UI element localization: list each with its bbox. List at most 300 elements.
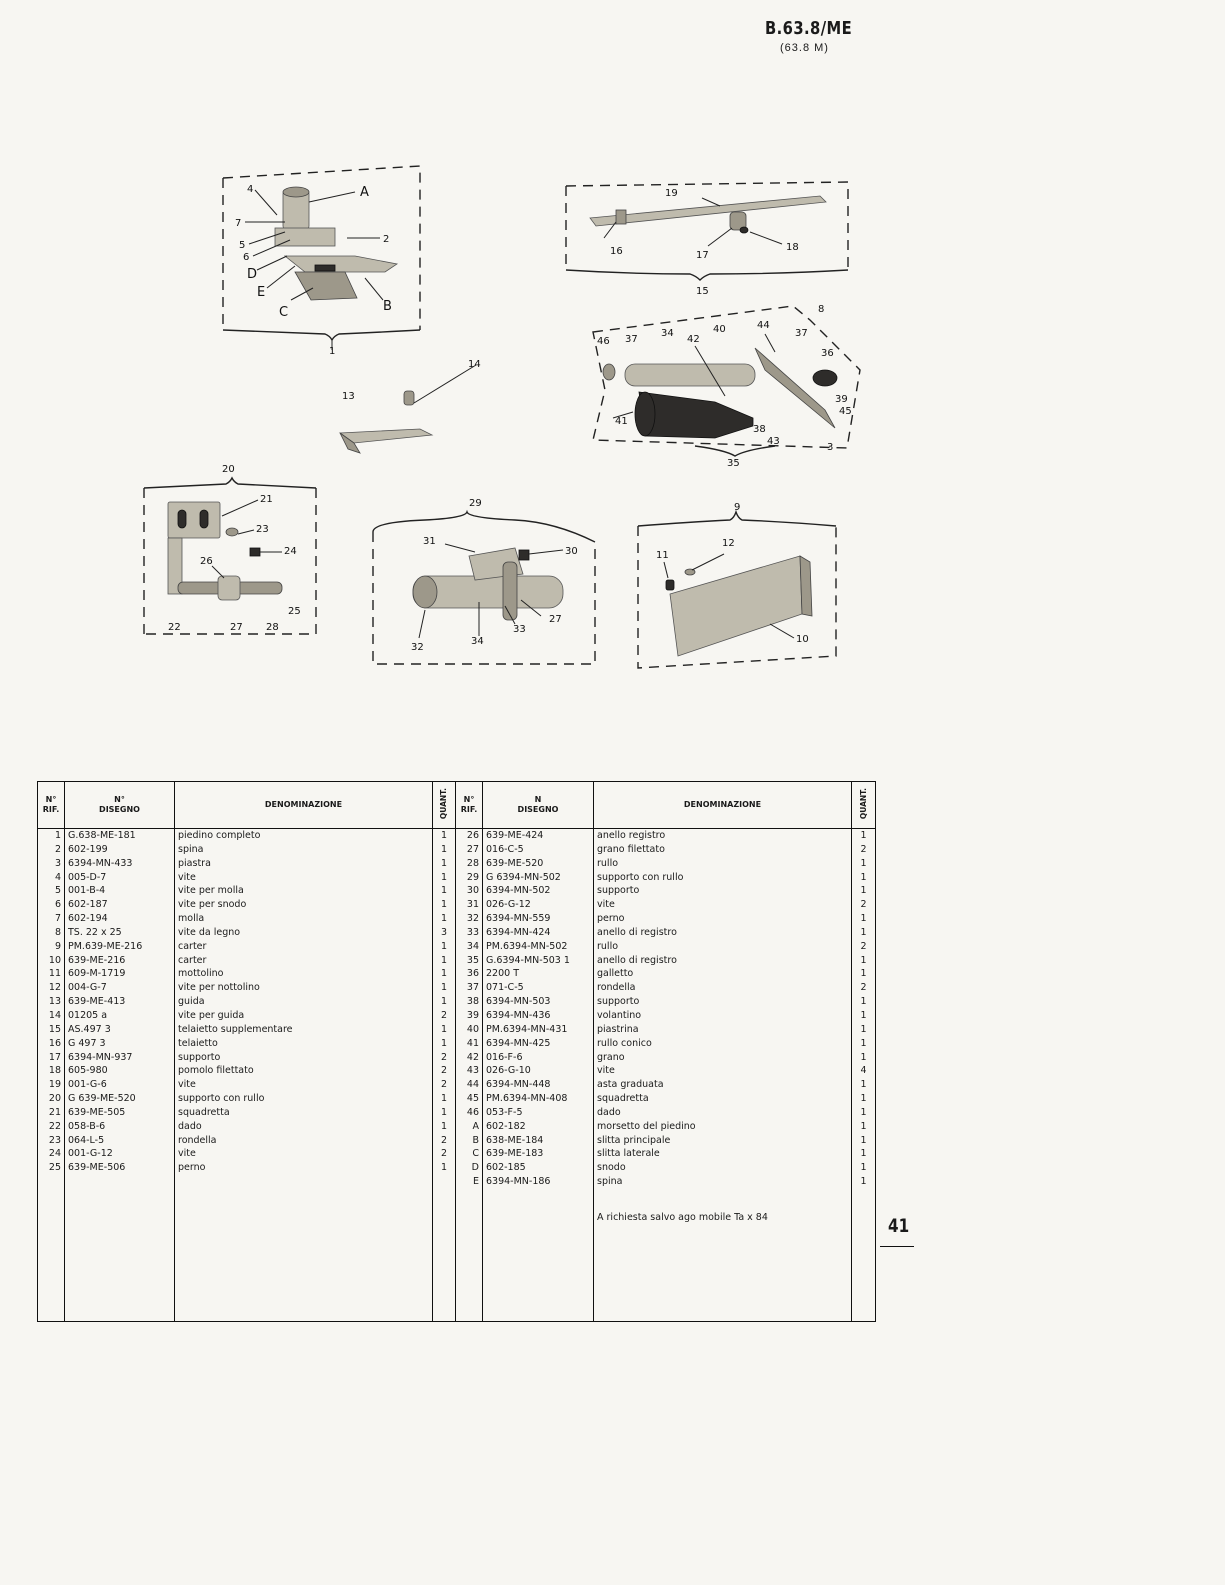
header-quant-2: QUANT.	[852, 782, 876, 829]
cell-disegno: 639-ME-216	[65, 954, 175, 968]
cell-denominazione: grano filettato	[594, 843, 852, 857]
figure-carter	[630, 498, 845, 673]
table-body	[38, 829, 876, 1322]
cell-disegno: G 497 3	[65, 1037, 175, 1051]
cell-rif: 32	[456, 912, 483, 926]
cell-denominazione: carter	[175, 940, 433, 954]
header-disegno-2: N DISEGNO	[483, 782, 594, 829]
cell-rif: 6	[38, 898, 65, 912]
table-row	[38, 829, 876, 843]
document-code: B.63.8/ME	[765, 18, 853, 39]
cell-quantity: 1	[852, 954, 876, 968]
cell-rif: 12	[38, 981, 65, 995]
table-row	[38, 912, 876, 926]
table-row	[38, 1175, 876, 1189]
cell-rif: 31	[456, 898, 483, 912]
cell-denominazione: vite	[175, 871, 433, 885]
label-24: 24	[284, 546, 297, 557]
header-rif-2: N° RIF.	[456, 782, 483, 829]
cell-disegno: 016-F-6	[483, 1051, 594, 1065]
cell-denominazione: morsetto del piedino	[594, 1120, 852, 1134]
label-36: 36	[821, 348, 834, 359]
label-37b: 37	[795, 328, 808, 339]
cell-denominazione	[175, 1189, 433, 1322]
cell-denominazione: pomolo filettato	[175, 1064, 433, 1078]
cell-rif: 4	[38, 871, 65, 885]
cell-quantity: 1	[433, 954, 456, 968]
cell-disegno: 605-980	[65, 1064, 175, 1078]
cell-denominazione: supporto con rullo	[594, 871, 852, 885]
cell-disegno: 001-G-12	[65, 1147, 175, 1161]
cell-quantity: 2	[433, 1051, 456, 1065]
cell-disegno: 602-199	[65, 843, 175, 857]
label-7: 7	[235, 218, 242, 229]
label-11: 11	[656, 550, 669, 561]
cell-rif: 10	[38, 954, 65, 968]
cell-denominazione: snodo	[594, 1161, 852, 1175]
cell-denominazione: supporto	[175, 1051, 433, 1065]
cell-denominazione: guida	[175, 995, 433, 1009]
table-row	[38, 1189, 876, 1322]
cell-disegno: TS. 22 x 25	[65, 926, 175, 940]
cell-denominazione: spina	[175, 843, 433, 857]
cell-denominazione: vite da legno	[175, 926, 433, 940]
cell-quantity	[852, 1189, 876, 1322]
label-25: 25	[288, 606, 301, 617]
cell-denominazione: vite per guida	[175, 1009, 433, 1023]
cell-disegno: 6394-MN-502	[483, 884, 594, 898]
cell-rif: 40	[456, 1023, 483, 1037]
cell-rif: 9	[38, 940, 65, 954]
label-41: 41	[615, 416, 628, 427]
cell-quantity: 1	[433, 940, 456, 954]
cell-rif: 11	[38, 967, 65, 981]
cell-disegno: 6394-MN-559	[483, 912, 594, 926]
cell-quantity: 2	[433, 1078, 456, 1092]
label-10: 10	[796, 634, 809, 645]
cell-denominazione: squadretta	[175, 1106, 433, 1120]
cell-quantity: 1	[852, 871, 876, 885]
label-5: 5	[239, 240, 246, 251]
cell-quantity: 1	[433, 1037, 456, 1051]
label-19: 19	[665, 188, 678, 199]
cell-rif: 39	[456, 1009, 483, 1023]
cell-denominazione: vite per snodo	[175, 898, 433, 912]
cell-rif: 30	[456, 884, 483, 898]
table-row	[38, 940, 876, 954]
figure-frame	[560, 178, 855, 298]
cell-rif	[38, 1175, 65, 1189]
table-row	[38, 981, 876, 995]
cell-denominazione: supporto	[594, 884, 852, 898]
cell-quantity: 1	[433, 967, 456, 981]
cell-disegno: 053-F-5	[483, 1106, 594, 1120]
cell-quantity: 1	[433, 981, 456, 995]
cell-denominazione: supporto	[594, 995, 852, 1009]
table-row	[38, 1037, 876, 1051]
label-28: 28	[266, 622, 279, 633]
cell-disegno: 609-M-1719	[65, 967, 175, 981]
cell-quantity: 1	[433, 912, 456, 926]
cell-denominazione: molla	[175, 912, 433, 926]
cell-quantity: 1	[433, 898, 456, 912]
cell-denominazione: vite	[175, 1078, 433, 1092]
cell-denominazione: anello di registro	[594, 954, 852, 968]
cell-rif: A	[456, 1120, 483, 1134]
cell-rif: 1	[38, 829, 65, 843]
cell-disegno: 058-B-6	[65, 1120, 175, 1134]
table-row	[38, 954, 876, 968]
cell-denominazione: anello registro	[594, 829, 852, 843]
cell-disegno: 602-187	[65, 898, 175, 912]
cell-disegno: 6394-MN-503	[483, 995, 594, 1009]
label-46: 46	[597, 336, 610, 347]
table-row	[38, 1009, 876, 1023]
cell-denominazione: mottolino	[175, 967, 433, 981]
cell-disegno	[65, 1189, 175, 1322]
cell-rif: 44	[456, 1078, 483, 1092]
cell-rif: 27	[456, 843, 483, 857]
cell-quantity: 1	[852, 1161, 876, 1175]
table-row	[38, 1161, 876, 1175]
table-row	[38, 843, 876, 857]
cell-denominazione: vite	[175, 1147, 433, 1161]
cell-denominazione: spina	[594, 1175, 852, 1189]
cell-quantity: 1	[852, 1092, 876, 1106]
cell-quantity	[433, 1189, 456, 1322]
label-39: 39	[835, 394, 848, 405]
label-26: 26	[200, 556, 213, 567]
label-3: 3	[827, 442, 834, 453]
header-rif: N° RIF.	[38, 782, 65, 829]
cell-quantity: 1	[433, 1120, 456, 1134]
cell-quantity: 2	[433, 1064, 456, 1078]
label-13: 13	[342, 391, 355, 402]
cell-rif: 28	[456, 857, 483, 871]
label-A: A	[360, 185, 369, 200]
cell-rif: 5	[38, 884, 65, 898]
cell-denominazione: vite	[594, 1064, 852, 1078]
table-row	[38, 898, 876, 912]
cell-rif: 20	[38, 1092, 65, 1106]
label-27: 27	[230, 622, 243, 633]
cell-denominazione: grano	[594, 1051, 852, 1065]
cell-quantity: 1	[433, 1161, 456, 1175]
cell-denominazione: rullo	[594, 940, 852, 954]
cell-disegno: 6394-MN-937	[65, 1051, 175, 1065]
header-disegno: N° DISEGNO	[65, 782, 175, 829]
cell-disegno: 639-ME-413	[65, 995, 175, 1009]
header-denominazione-2: DENOMINAZIONE	[594, 782, 852, 829]
cell-rif: 23	[38, 1134, 65, 1148]
cell-disegno: PM.6394-MN-431	[483, 1023, 594, 1037]
cell-disegno: 001-B-4	[65, 884, 175, 898]
cell-disegno: 2200 T	[483, 967, 594, 981]
cell-disegno: 639-ME-505	[65, 1106, 175, 1120]
label-27b: 27	[549, 614, 562, 625]
cell-denominazione: rondella	[594, 981, 852, 995]
cell-denominazione: telaietto supplementare	[175, 1023, 433, 1037]
cell-rif: B	[456, 1134, 483, 1148]
label-E: E	[257, 285, 266, 300]
cell-quantity: 1	[852, 926, 876, 940]
cell-quantity: 4	[852, 1064, 876, 1078]
cell-disegno: G 6394-MN-502	[483, 871, 594, 885]
cell-disegno: 026-G-10	[483, 1064, 594, 1078]
cell-rif: 36	[456, 967, 483, 981]
cell-denominazione: piastrina	[594, 1023, 852, 1037]
cell-disegno: 6394-MN-433	[65, 857, 175, 871]
cell-denominazione: vite per molla	[175, 884, 433, 898]
cell-rif: 16	[38, 1037, 65, 1051]
cell-rif: 42	[456, 1051, 483, 1065]
cell-quantity: 2	[852, 898, 876, 912]
cell-quantity: 2	[433, 1134, 456, 1148]
label-20: 20	[222, 464, 235, 475]
label-22: 22	[168, 622, 181, 633]
cell-rif: 18	[38, 1064, 65, 1078]
cell-rif: 21	[38, 1106, 65, 1120]
cell-quantity: 1	[433, 1092, 456, 1106]
label-B: B	[383, 299, 392, 314]
cell-denominazione: piedino completo	[175, 829, 433, 843]
label-4: 4	[247, 184, 254, 195]
cell-disegno: 01205 a	[65, 1009, 175, 1023]
cell-disegno: 602-182	[483, 1120, 594, 1134]
cell-rif: 46	[456, 1106, 483, 1120]
cell-disegno: G 639-ME-520	[65, 1092, 175, 1106]
cell-quantity: 1	[852, 912, 876, 926]
label-12: 12	[722, 538, 735, 549]
label-37a: 37	[625, 334, 638, 345]
cell-disegno: 005-D-7	[65, 871, 175, 885]
cell-rif: 7	[38, 912, 65, 926]
cell-disegno: PM.6394-MN-502	[483, 940, 594, 954]
cell-quantity: 1	[433, 1106, 456, 1120]
table-row	[38, 995, 876, 1009]
cell-denominazione: slitta principale	[594, 1134, 852, 1148]
table-row	[38, 967, 876, 981]
cell-quantity: 1	[852, 1078, 876, 1092]
cell-rif: 45	[456, 1092, 483, 1106]
cell-quantity: 1	[433, 884, 456, 898]
cell-quantity: 1	[852, 1023, 876, 1037]
cell-quantity: 1	[852, 967, 876, 981]
cell-quantity: 1	[433, 871, 456, 885]
figure-conical-roller	[585, 300, 875, 475]
cell-denominazione: perno	[175, 1161, 433, 1175]
table-row	[38, 884, 876, 898]
cell-quantity: 1	[852, 857, 876, 871]
cell-rif: 37	[456, 981, 483, 995]
table-row	[38, 1078, 876, 1092]
label-35: 35	[727, 458, 740, 469]
cell-disegno: PM.6394-MN-408	[483, 1092, 594, 1106]
table-row	[38, 1064, 876, 1078]
cell-denominazione: asta graduata	[594, 1078, 852, 1092]
cell-quantity: 1	[852, 1175, 876, 1189]
cell-denominazione: rondella	[175, 1134, 433, 1148]
label-38: 38	[753, 424, 766, 435]
cell-denominazione: vite	[594, 898, 852, 912]
label-16: 16	[610, 246, 623, 257]
cell-denominazione: volantino	[594, 1009, 852, 1023]
table-row	[38, 871, 876, 885]
cell-disegno: 6394-MN-436	[483, 1009, 594, 1023]
cell-quantity: 1	[852, 829, 876, 843]
label-21: 21	[260, 494, 273, 505]
cell-rif: 15	[38, 1023, 65, 1037]
cell-disegno: 639-ME-183	[483, 1147, 594, 1161]
cell-quantity: 1	[433, 1023, 456, 1037]
label-43: 43	[767, 436, 780, 447]
cell-disegno: G.6394-MN-503 1	[483, 954, 594, 968]
label-15: 15	[696, 286, 709, 297]
cell-rif	[38, 1189, 65, 1322]
cell-quantity: 2	[852, 981, 876, 995]
label-D: D	[247, 267, 258, 282]
cell-rif: 2	[38, 843, 65, 857]
cell-quantity: 1	[852, 884, 876, 898]
cell-quantity: 1	[852, 995, 876, 1009]
cell-quantity: 1	[433, 843, 456, 857]
label-31: 31	[423, 536, 436, 547]
cell-disegno	[65, 1175, 175, 1189]
cell-disegno: 639-ME-506	[65, 1161, 175, 1175]
label-40: 40	[713, 324, 726, 335]
table-row	[38, 1023, 876, 1037]
cell-denominazione: dado	[175, 1120, 433, 1134]
cell-denominazione: carter	[175, 954, 433, 968]
table-row	[38, 1106, 876, 1120]
cell-quantity: 1	[433, 857, 456, 871]
cell-quantity: 1	[852, 1009, 876, 1023]
cell-quantity: 1	[852, 1106, 876, 1120]
cell-denominazione: slitta laterale	[594, 1147, 852, 1161]
label-1: 1	[329, 346, 336, 355]
cell-rif: 33	[456, 926, 483, 940]
cell-denominazione: perno	[594, 912, 852, 926]
cell-denominazione: rullo	[594, 857, 852, 871]
label-29: 29	[469, 498, 482, 509]
cell-disegno: AS.497 3	[65, 1023, 175, 1037]
cell-rif: C	[456, 1147, 483, 1161]
cell-disegno: 6394-MN-448	[483, 1078, 594, 1092]
cell-rif: 35	[456, 954, 483, 968]
label-34b: 34	[471, 636, 484, 647]
cell-disegno: 602-194	[65, 912, 175, 926]
label-14: 14	[468, 359, 481, 370]
label-17: 17	[696, 250, 709, 261]
cell-denominazione: squadretta	[594, 1092, 852, 1106]
cell-disegno: 639-ME-424	[483, 829, 594, 843]
table-row	[38, 1051, 876, 1065]
figure-presser-foot	[215, 160, 430, 355]
cell-rif: 26	[456, 829, 483, 843]
cell-quantity: 2	[852, 843, 876, 857]
cell-disegno: G.638-ME-181	[65, 829, 175, 843]
table-note: A richiesta salvo ago mobile Ta x 84	[594, 1189, 852, 1322]
cell-rif: 43	[456, 1064, 483, 1078]
cell-disegno: 001-G-6	[65, 1078, 175, 1092]
label-C: C	[279, 305, 289, 320]
cell-disegno: 026-G-12	[483, 898, 594, 912]
cell-rif: D	[456, 1161, 483, 1175]
label-34: 34	[661, 328, 674, 339]
cell-quantity: 1	[433, 995, 456, 1009]
label-45: 45	[839, 406, 852, 417]
cell-quantity: 1	[852, 1147, 876, 1161]
cell-quantity	[433, 1175, 456, 1189]
cell-rif: 19	[38, 1078, 65, 1092]
cell-denominazione: vite per nottolino	[175, 981, 433, 995]
label-32: 32	[411, 642, 424, 653]
cell-rif: E	[456, 1175, 483, 1189]
cell-quantity: 1	[433, 829, 456, 843]
cell-rif: 25	[38, 1161, 65, 1175]
label-33: 33	[513, 624, 526, 635]
label-18: 18	[786, 242, 799, 253]
cell-rif	[456, 1189, 483, 1322]
cell-disegno: 004-G-7	[65, 981, 175, 995]
figure-guide	[330, 355, 490, 460]
cell-disegno: 6394-MN-425	[483, 1037, 594, 1051]
cell-disegno: 071-C-5	[483, 981, 594, 995]
figure-roller-support-29	[365, 492, 600, 672]
label-2: 2	[383, 234, 390, 245]
header-quant: QUANT.	[433, 782, 456, 829]
cell-rif: 13	[38, 995, 65, 1009]
cell-quantity: 1	[852, 1051, 876, 1065]
cell-rif: 41	[456, 1037, 483, 1051]
cell-quantity: 1	[852, 1120, 876, 1134]
cell-denominazione: telaietto	[175, 1037, 433, 1051]
table-row	[38, 926, 876, 940]
cell-quantity: 1	[852, 1134, 876, 1148]
cell-denominazione: supporto con rullo	[175, 1092, 433, 1106]
cell-disegno: 638-ME-184	[483, 1134, 594, 1148]
cell-rif: 14	[38, 1009, 65, 1023]
cell-quantity: 3	[433, 926, 456, 940]
cell-disegno: 6394-MN-424	[483, 926, 594, 940]
table-row	[38, 1134, 876, 1148]
document-subcode: (63.8 M)	[780, 42, 829, 54]
cell-rif: 3	[38, 857, 65, 871]
cell-rif: 24	[38, 1147, 65, 1161]
cell-rif: 17	[38, 1051, 65, 1065]
cell-denominazione: galletto	[594, 967, 852, 981]
cell-disegno: 064-L-5	[65, 1134, 175, 1148]
cell-disegno: 6394-MN-186	[483, 1175, 594, 1189]
cell-disegno: PM.639-ME-216	[65, 940, 175, 954]
label-8: 8	[818, 304, 825, 315]
parts-table	[37, 781, 876, 1322]
label-9: 9	[734, 502, 741, 513]
figure-roller-support-20	[138, 458, 323, 643]
label-6: 6	[243, 252, 250, 263]
table-row	[38, 1147, 876, 1161]
cell-denominazione: piastra	[175, 857, 433, 871]
cell-quantity: 2	[433, 1147, 456, 1161]
header-denominazione: DENOMINAZIONE	[175, 782, 433, 829]
table-row	[38, 1120, 876, 1134]
cell-rif: 8	[38, 926, 65, 940]
label-44: 44	[757, 320, 770, 331]
page-number-rule	[880, 1246, 914, 1247]
cell-denominazione: anello di registro	[594, 926, 852, 940]
table-row	[38, 857, 876, 871]
cell-disegno: 602-185	[483, 1161, 594, 1175]
